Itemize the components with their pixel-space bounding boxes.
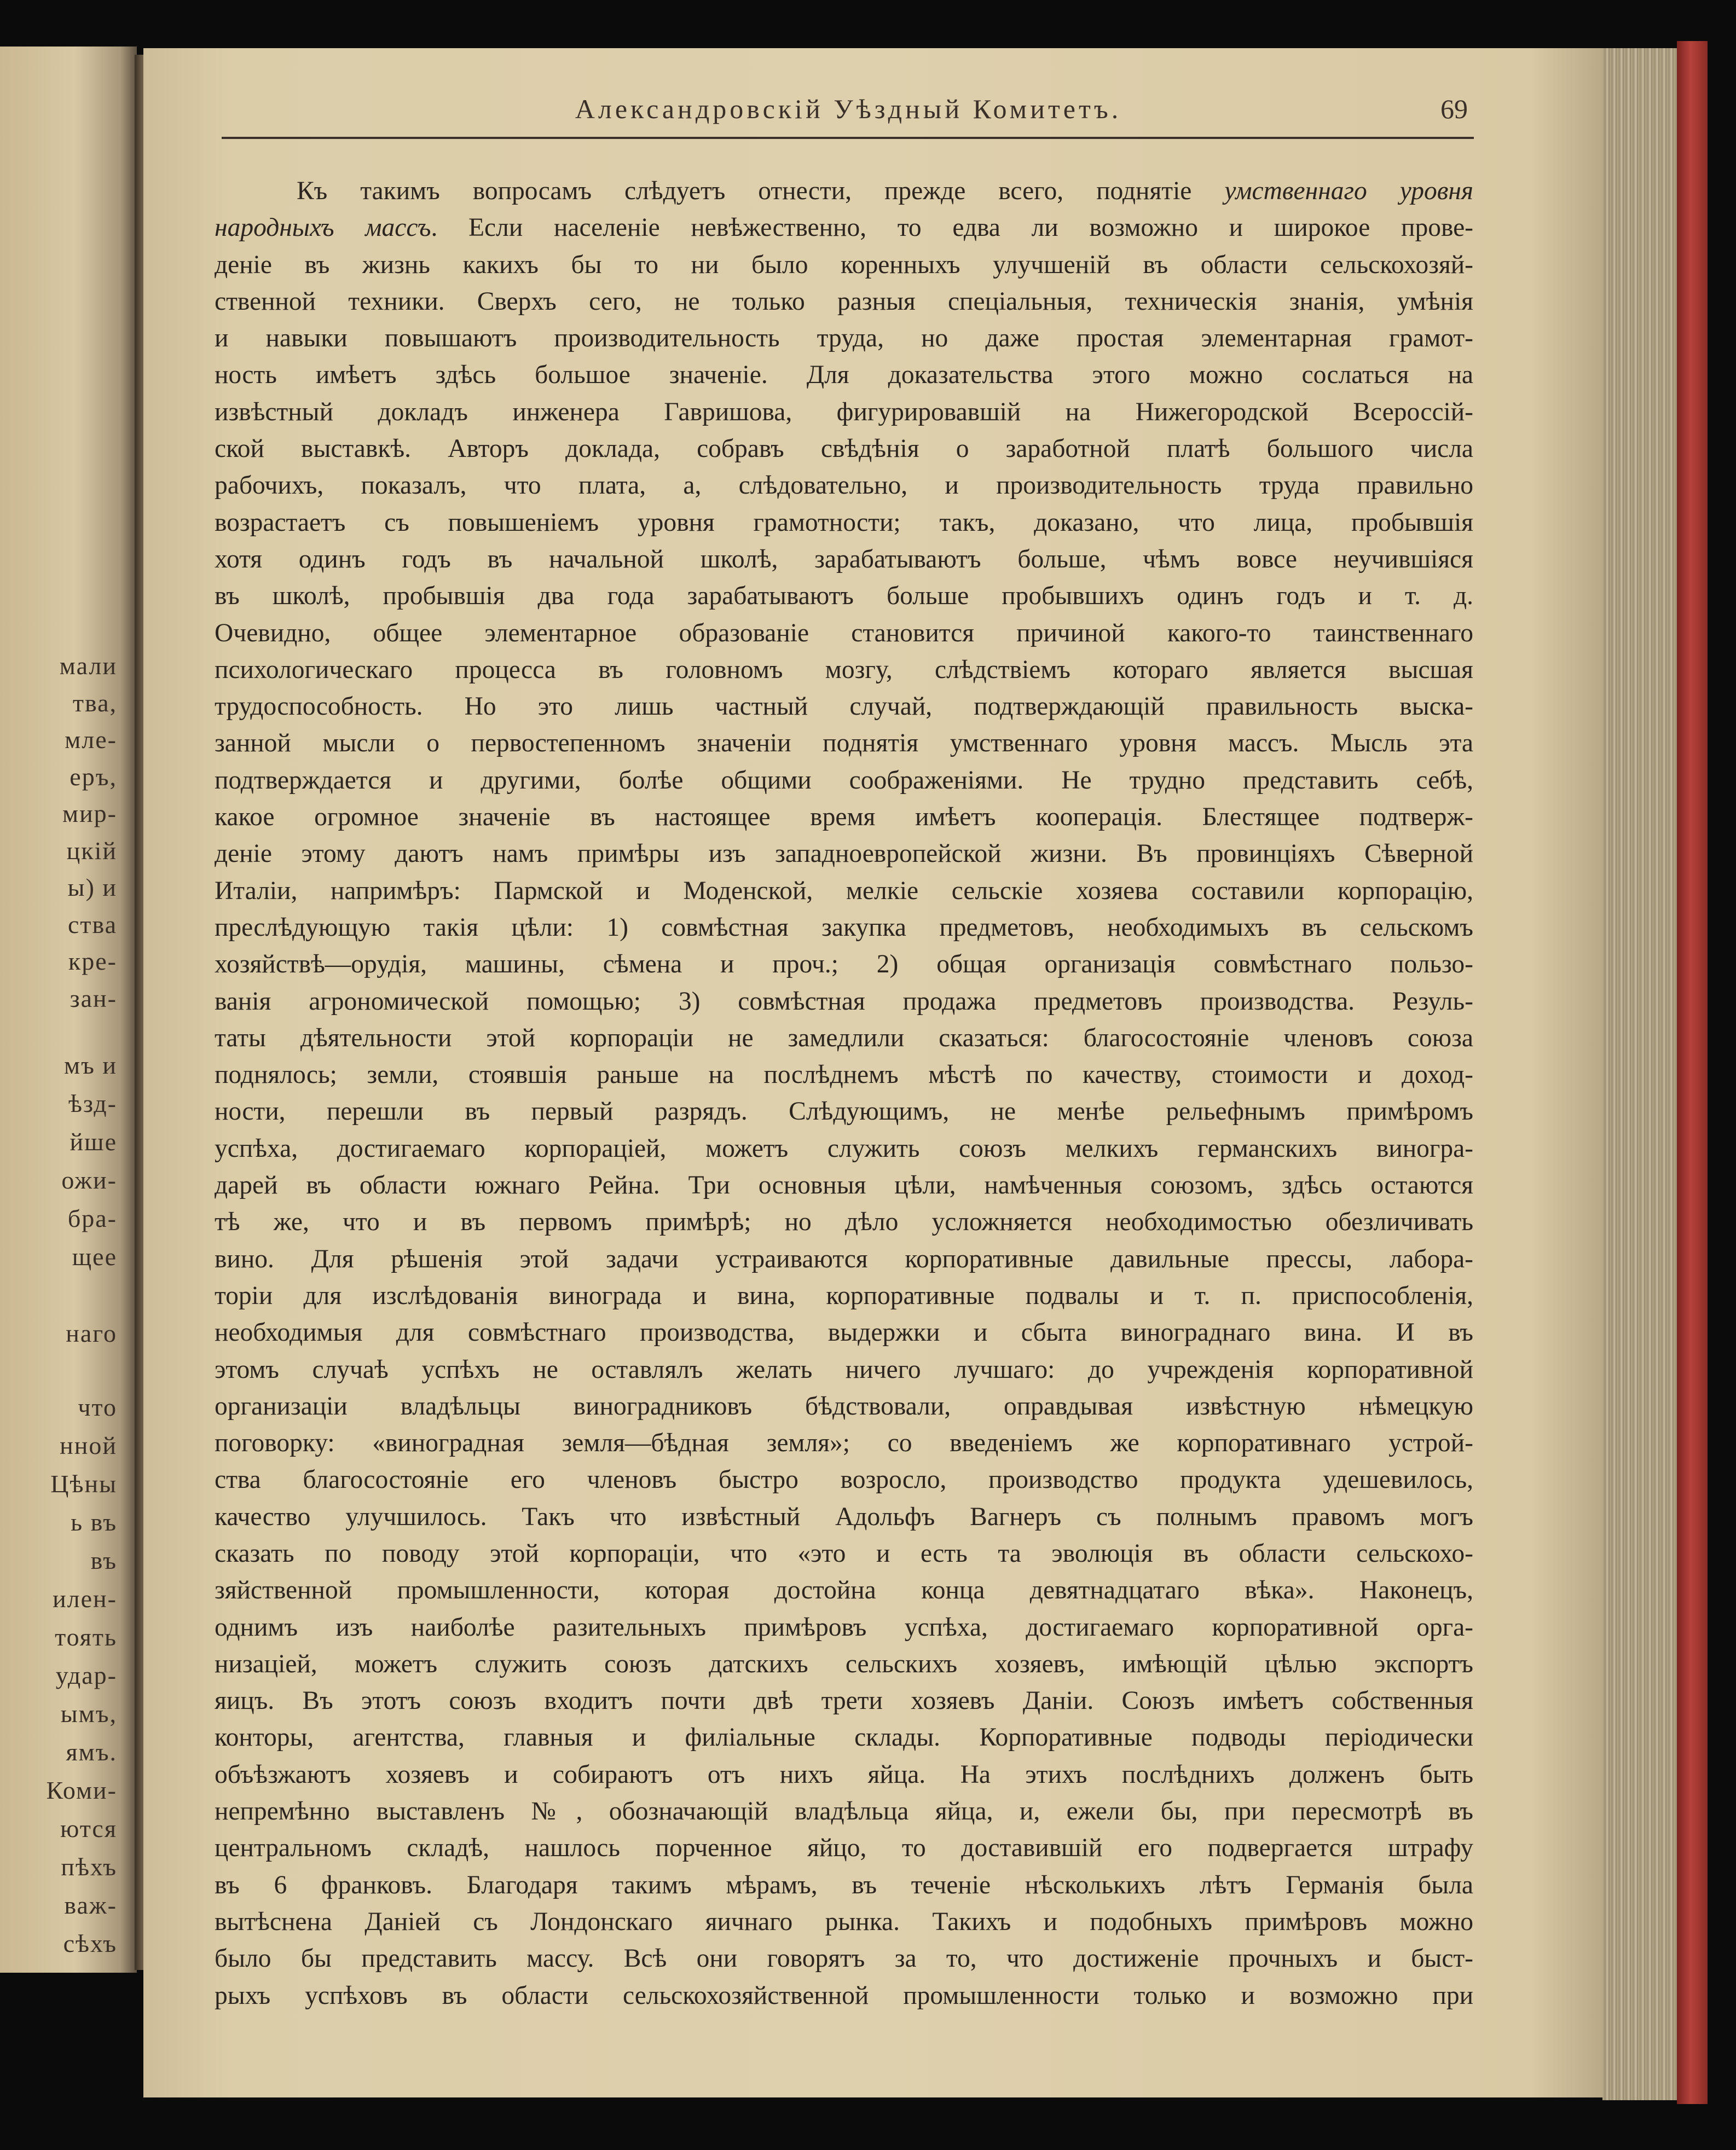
text-run: непремѣнно выставленъ №, обозначающій владѣльца яйца, и, ежели бы, при пересмотрѣ въ	[215, 1797, 1473, 1826]
text-line	[215, 1867, 1473, 1904]
text-run: сказать по поводу этой корпораціи, что «это и есть та эволюція въ области сельскохо-	[215, 1539, 1473, 1568]
text-line	[215, 357, 1473, 393]
text-line	[215, 578, 1473, 615]
text-line	[215, 1572, 1473, 1609]
text-line	[215, 799, 1473, 836]
text-line	[215, 1904, 1473, 1940]
italic-phrase: народныхъ массъ	[215, 213, 431, 242]
text-line	[215, 1793, 1473, 1830]
text-line	[215, 1093, 1473, 1130]
text-run: трудоспособность. Но это лишь частный случай, подтверждающій правильность выска-	[215, 692, 1473, 721]
text-run: какое огромное значеніе въ настоящее время имѣетъ кооперація. Блестящее подтверж-	[215, 803, 1473, 832]
left-page-fragment: зан-	[70, 984, 117, 1012]
text-run: въ школѣ, пробывшія два года зарабатываютъ больше пробывшихъ одинъ годъ и т. д.	[215, 582, 1473, 611]
text-line	[215, 1020, 1473, 1057]
text-run: Италіи, напримѣръ: Пармской и Моденской, мелкіе сельскіе хозяева составили корпорацію,	[215, 876, 1473, 905]
text-run: объѣзжаютъ хозяевъ и собираютъ отъ нихъ яйца. На этихъ послѣднихъ долженъ быть	[215, 1760, 1473, 1789]
left-page-fragment: ются	[60, 1815, 117, 1842]
text-run: вино. Для рѣшенія этой задачи устраиваются корпоративные давильные прессы, лабора-	[215, 1244, 1473, 1273]
left-page-fragment: пѣхъ	[61, 1853, 117, 1881]
italic-phrase: умственнаго уровня	[1224, 177, 1473, 205]
left-page-fragment: тва,	[72, 689, 117, 717]
left-page-fragment: важ-	[64, 1891, 117, 1919]
left-page-edge	[0, 47, 137, 1973]
left-page-fragment: нной	[60, 1432, 117, 1459]
left-page-fragment: что	[78, 1393, 117, 1421]
text-line	[215, 320, 1473, 357]
text-run: было бы представить массу. Всѣ они говорятъ за то, что достиженіе прочныхъ и быст-	[215, 1944, 1473, 1973]
text-run: яицъ. Въ этотъ союзъ входитъ почти двѣ трети хозяевъ Даніи. Союзъ имѣетъ собственныя	[215, 1687, 1473, 1716]
text-line	[215, 394, 1473, 431]
text-line	[215, 1167, 1473, 1204]
text-run: и навыки повышаютъ производительность труда, но даже простая элементарная грамот-	[215, 324, 1473, 353]
text-run: Къ такимъ вопросамъ слѣдуетъ отнести, прежде всего, поднятіе	[297, 177, 1225, 205]
text-run: ности, перешли въ первый разрядъ. Слѣдующимъ, не менѣе рельефнымъ примѣромъ	[215, 1097, 1473, 1126]
text-run: ственной техники. Сверхъ сего, не только разныя спеціальныя, техническія знанія, умѣнія	[215, 287, 1473, 316]
text-run: дарей въ области южнаго Рейна. Три основныя цѣли, намѣченныя союзомъ, здѣсь остаются	[215, 1171, 1473, 1200]
text-run: занной мысли о первостепенномъ значеніи поднятія умственнаго уровня массъ. Мысль эта	[215, 729, 1473, 758]
text-line	[215, 652, 1473, 688]
left-page-fragment: мъ и	[63, 1051, 117, 1079]
running-header-title: Александровскій Уѣздный Комитетъ.	[575, 94, 1122, 124]
page-edges	[1602, 48, 1677, 2100]
text-run: тѣ же, что и въ первомъ примѣрѣ; но дѣло усложняется необходимостью обезличивать	[215, 1208, 1473, 1237]
text-line	[215, 615, 1473, 652]
text-run: однимъ изъ наиболѣе разительныхъ примѣровъ успѣха, достигаемаго корпоративной орга-	[215, 1613, 1473, 1642]
text-run: Очевидно, общее элементарное образованіе становится причиной какого-то таинственнаго	[215, 618, 1473, 647]
text-run: ванія агрономической помощью; 3) совмѣстная продажа предметовъ производства. Резуль-	[215, 987, 1473, 1016]
left-page-fragment: цкій	[66, 837, 117, 865]
left-page-fragment: наго	[66, 1319, 117, 1347]
text-run: рабочихъ, показалъ, что плата, а, слѣдовательно, и производительность труда правильно	[215, 471, 1473, 500]
text-run: таты дѣятельности этой корпораціи не замедлили сказаться: благосостояніе членовъ союза	[215, 1023, 1473, 1052]
left-page-fragment: бра-	[67, 1204, 117, 1232]
text-run: психологическаго процесса въ головномъ мозгу, слѣдствіемъ котораго является высшая	[215, 655, 1473, 684]
text-line	[215, 1057, 1473, 1093]
left-page-fragment: йше	[70, 1128, 117, 1156]
text-line	[215, 909, 1473, 946]
left-page-fragment: ь въ	[71, 1508, 117, 1536]
text-line	[215, 1499, 1473, 1535]
text-run: этомъ случаѣ успѣхъ не оставлялъ желать ничего лучшаго: до учрежденія корпоративной	[215, 1355, 1473, 1384]
text-run: подтверждается и другими, болѣе общими соображеніями. Не трудно представить себѣ,	[215, 766, 1473, 795]
text-line	[215, 1978, 1473, 2014]
text-run: центральномъ складѣ, нашлось порченное яйцо, то доставившій его подвергается штрафу	[215, 1834, 1473, 1863]
left-page-fragment: ожи-	[61, 1166, 117, 1194]
left-page-fragment: мали	[59, 652, 117, 680]
text-line	[215, 1609, 1473, 1646]
text-line	[215, 1757, 1473, 1793]
text-line	[215, 1131, 1473, 1167]
text-line	[215, 1940, 1473, 1977]
left-page-fragment: ѣзд-	[68, 1090, 117, 1117]
text-line	[215, 467, 1473, 504]
text-line	[215, 210, 1473, 246]
left-page-fragment: ямъ.	[66, 1738, 117, 1766]
text-line	[215, 505, 1473, 541]
text-line	[215, 1830, 1473, 1867]
text-line	[215, 762, 1473, 799]
text-run: ской выставкѣ. Авторъ доклада, собравъ свѣдѣнія о заработной платѣ большого числа	[215, 434, 1473, 463]
text-line	[215, 983, 1473, 1020]
text-run: зяйственной промышленности, которая достойна конца девятнадцатаго вѣка». Наконецъ,	[215, 1576, 1473, 1605]
text-run: вытѣснена Даніей съ Лондонскаго яичнаго рынка. Такихъ и подобныхъ примѣровъ можно	[215, 1907, 1473, 1936]
text-line	[215, 1425, 1473, 1462]
text-run: рыхъ успѣховъ въ области сельскохозяйственной промышленности только и возможно при	[215, 1981, 1473, 2010]
left-page-fragment: Цѣны	[50, 1470, 117, 1498]
text-run: деніе въ жизнь какихъ бы то ни было коренныхъ улучшеній въ области сельскохозяй-	[215, 250, 1473, 279]
running-header	[224, 93, 1472, 137]
page-number: 69	[1440, 94, 1468, 124]
text-run: извѣстный докладъ инженера Гавришова, фигурировавшій на Нижегородской Всероссій-	[215, 397, 1473, 426]
left-page-fragment: мир-	[62, 799, 117, 827]
text-run: поговорку: «виноградная земля—бѣдная земля»; со введеніемъ же корпоративнаго устрой-	[215, 1429, 1473, 1458]
text-line	[215, 873, 1473, 909]
text-line	[215, 836, 1473, 872]
text-run: успѣха, достигаемаго корпораціей, можетъ служить союзъ мелкихъ германскихъ виногра-	[215, 1134, 1473, 1163]
text-line	[215, 1388, 1473, 1425]
left-page-fragment: Коми-	[46, 1776, 117, 1804]
text-line	[215, 1352, 1473, 1388]
text-line	[215, 1204, 1473, 1241]
text-run: . Если населеніе невѣжественно, то едва ли возможно и широкое прове-	[431, 213, 1473, 242]
text-run: хотя одинъ годъ въ начальной школѣ, зарабатываютъ больше, чѣмъ вовсе неучившіяся	[215, 544, 1473, 573]
text-line	[215, 1646, 1473, 1683]
text-line	[215, 1719, 1473, 1756]
text-line	[215, 688, 1473, 725]
body-text	[215, 173, 1473, 2014]
left-page-fragment: мле-	[65, 726, 117, 754]
text-run: конторы, агентства, главныя и филіальные склады. Корпоративные подводы періодически	[215, 1723, 1473, 1752]
text-line	[215, 946, 1473, 983]
left-page-fragment: щее	[72, 1243, 117, 1271]
left-page-fragment: въ	[90, 1546, 117, 1574]
left-page-fragment: еръ,	[70, 763, 117, 791]
text-line	[215, 725, 1473, 762]
text-run: торіи для изслѣдованія винограда и вина, корпоративные подвалы и т. п. приспособленія,	[215, 1281, 1473, 1310]
left-page-fragment: кре-	[68, 947, 117, 975]
left-page-fragment: сѣхъ	[63, 1929, 117, 1957]
text-run: организаціи владѣльцы виноградниковъ бѣдствовали, оправдывая извѣстную нѣмецкую	[215, 1392, 1473, 1421]
left-page-fragment: ства	[67, 911, 117, 938]
text-run: возрастаетъ съ повышеніемъ уровня грамотности; такъ, доказано, что лица, пробывшія	[215, 508, 1473, 537]
text-run: въ 6 франковъ. Благодаря такимъ мѣрамъ, въ теченіе нѣсколькихъ лѣтъ Германія была	[215, 1870, 1473, 1899]
text-run: низаціей, можетъ служить союзъ датскихъ сельскихъ хозяевъ, имѣющій цѣлью экспортъ	[215, 1649, 1473, 1678]
left-page-fragment: ы) и	[67, 873, 117, 901]
text-line	[215, 1683, 1473, 1719]
text-run: качество улучшилось. Такъ что извѣстный Адольфъ Вагнеръ съ полнымъ правомъ могъ	[215, 1502, 1473, 1531]
text-line	[215, 247, 1473, 283]
text-run: деніе этому даютъ намъ примѣры изъ западноевропейской жизни. Въ провинціяхъ Сѣверной	[215, 839, 1473, 868]
book-cover-edge	[1677, 41, 1708, 2104]
text-run: необходимыя для совмѣстнаго производства, выдержки и сбыта винограднаго вина. И въ	[215, 1318, 1473, 1347]
text-line	[215, 541, 1473, 578]
text-line	[215, 1462, 1473, 1498]
text-run: ства благосостояніе его членовъ быстро возросло, производство продукта удешевилось,	[215, 1465, 1473, 1494]
text-run: преслѣдующую такія цѣли: 1) совмѣстная закупка предметовъ, необходимыхъ въ сельскомъ	[215, 913, 1473, 942]
text-line	[215, 173, 1473, 210]
text-line	[215, 1314, 1473, 1351]
header-rule	[222, 137, 1474, 139]
text-line	[215, 1535, 1473, 1572]
text-line	[215, 1278, 1473, 1314]
text-run: ность имѣетъ здѣсь большое значеніе. Для доказательства этого можно сослаться на	[215, 361, 1473, 390]
text-line	[215, 283, 1473, 320]
text-line	[215, 431, 1473, 467]
left-page-fragment: удар-	[55, 1661, 117, 1689]
text-run: поднялось; земли, стоявшія раньше на послѣднемъ мѣстѣ по качеству, стоимости и доход-	[215, 1060, 1473, 1090]
text-run: хозяйствѣ—орудія, машины, сѣмена и проч.; 2) общая организація совмѣстнаго пользо-	[215, 950, 1473, 979]
left-page-fragment: ымъ,	[60, 1700, 117, 1728]
left-page-fragment: тоять	[55, 1623, 117, 1651]
text-line	[215, 1241, 1473, 1278]
left-page-fragment: илен-	[53, 1585, 117, 1613]
